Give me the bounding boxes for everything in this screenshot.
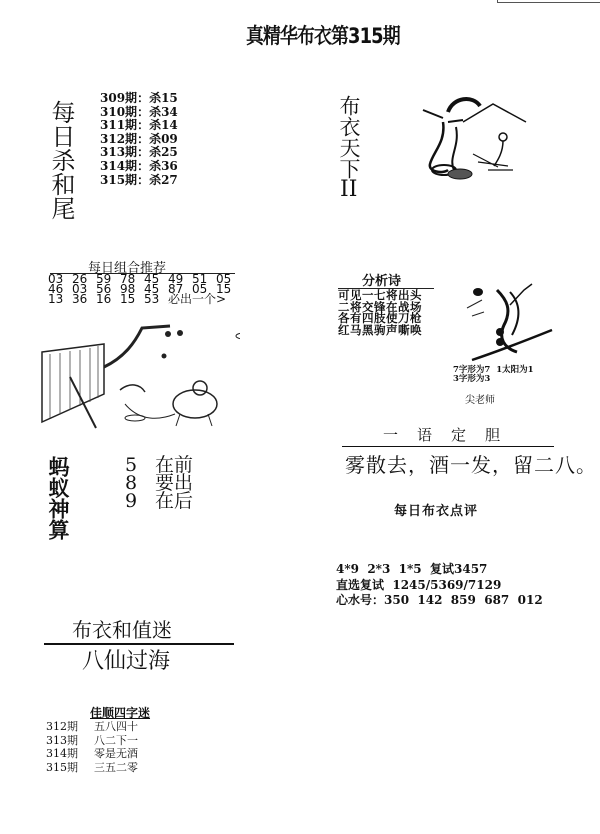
farm-illustration	[40, 322, 240, 430]
ant-calc-row: 9 在后	[125, 490, 194, 512]
four-char-row: 315期 三五二零	[46, 760, 138, 774]
four-char-row: 312期 五八四十	[46, 720, 138, 733]
one-word-text: 雾散去，酒一发，留二八。	[345, 453, 597, 477]
kill-row: 315期：杀27	[100, 172, 178, 187]
combo-row: 46 03 56 98 45 87 05 15	[48, 282, 232, 296]
daily-review-title: 每日布衣点评	[394, 504, 479, 519]
four-char-row: 313期 八二下一	[46, 733, 138, 747]
riddle-answer: 八仙过海	[82, 649, 171, 674]
daily-kill-label: 每日杀和尾	[47, 100, 75, 220]
ant-calc-row: 5 在前	[125, 454, 194, 476]
daily-kill-list	[100, 92, 178, 187]
ant-calc-row: 8 要出	[125, 472, 194, 494]
kill-row: 311期：杀14	[100, 118, 178, 133]
daily-review-lines	[336, 562, 543, 609]
figure-illustration	[418, 92, 533, 192]
daily-combo-grid	[48, 274, 240, 304]
page-title: 真精华布衣第315期	[246, 24, 400, 48]
review-line: 直选复试 1245/5369/7129	[336, 577, 502, 592]
kill-row: 313期：杀25	[100, 145, 178, 160]
combo-row: 03 26 59 78 45 49 51 05	[48, 272, 232, 286]
review-line: 4*9 2*3 1*5 复试3457	[336, 562, 488, 576]
poem-line: 可见一七将出头	[338, 288, 422, 302]
poem-line: 二将交锋在战场	[338, 299, 422, 314]
kill-row: 309期：杀15	[100, 91, 178, 105]
review-line: 心水号：350 142 859 687 012	[336, 593, 543, 607]
divider	[342, 446, 554, 447]
four-char-row: 314期 零是无酒	[46, 747, 138, 760]
top-frame-border	[497, 0, 600, 3]
kill-row: 314期：杀36	[100, 158, 178, 173]
tree-illustration	[462, 280, 557, 365]
four-char-list	[46, 720, 138, 774]
four-char-title: 佳顺四字迷	[90, 706, 151, 720]
poem-line: 各有四肢使刀枪	[338, 311, 422, 325]
ant-calc-rows	[125, 456, 193, 510]
poem-title: 分析诗	[362, 274, 402, 289]
daily-combo-title: 每日组合推荐	[88, 261, 167, 276]
kill-row: 310期：杀34	[100, 104, 178, 119]
author: 尖老师	[465, 395, 495, 406]
one-word-title: 一 语 定 胆	[383, 426, 501, 444]
kill-row: 312期：杀09	[100, 131, 178, 146]
buyi-label: 布衣天下 II	[337, 95, 361, 202]
poem-lines	[338, 290, 422, 336]
poem-hint: 7字形为7 1太阳为1 3字形为3	[453, 365, 534, 384]
poem-line: 红马黑驹声嘶唤	[338, 322, 422, 337]
ant-calc-label: 蚂蚁神算	[46, 456, 70, 540]
combo-row: 13 36 16 15 53 必出一个>	[48, 292, 227, 306]
riddle-title: 布衣和值迷	[72, 618, 172, 642]
